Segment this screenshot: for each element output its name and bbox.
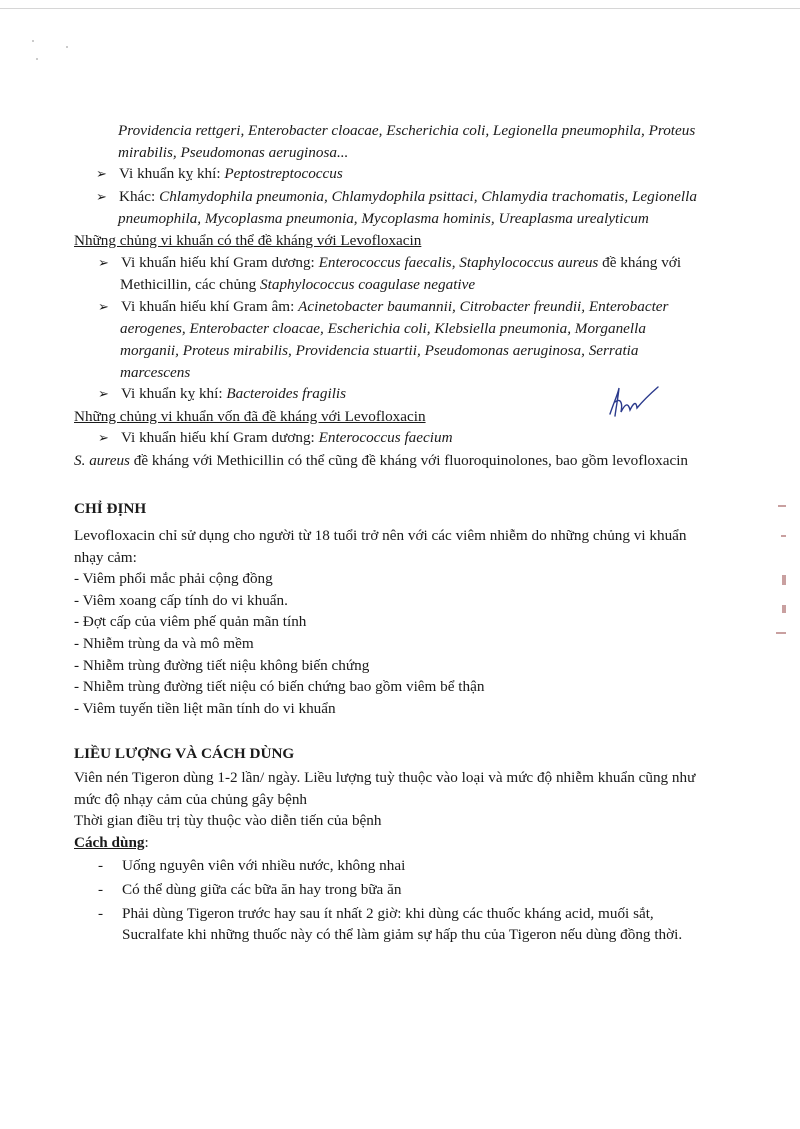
item-label: Vi khuẩn hiếu khí Gram âm: bbox=[121, 297, 299, 315]
item-label: Vi khuẩn kỵ khí: bbox=[121, 385, 227, 403]
item-text: Uống nguyên viên với nhiều nước, không nhai bbox=[122, 857, 406, 875]
note-text: đề kháng với Methicillin có thể cũng đề kháng với fluoroquinolones, bao gồm levofloxacin bbox=[129, 451, 689, 469]
list-item bbox=[74, 855, 728, 877]
section-title-resistant: Những chủng vi khuẩn có thể đề kháng với Levofloxacin bbox=[74, 231, 422, 249]
species-text: Bacteroides fragilis bbox=[226, 385, 347, 403]
species-text: marcescens bbox=[120, 363, 191, 381]
scan-speck bbox=[32, 40, 34, 42]
usage-colon: : bbox=[144, 833, 149, 851]
list-item bbox=[74, 186, 728, 209]
arrow-bullet-icon: ➢ bbox=[96, 167, 107, 183]
species-text: Enterococcus faecium bbox=[318, 429, 453, 447]
item-label: Vi khuẩn hiếu khí Gram dương: bbox=[121, 429, 319, 447]
list-item-continuation bbox=[74, 924, 728, 946]
species-text: Providencia rettgeri, Enterobacter cloacae, Escherichia coli, Legionella pneumophila, Proteus bbox=[118, 122, 696, 139]
arrow-bullet-icon: ➢ bbox=[98, 387, 109, 403]
paragraph: nhạy cảm: bbox=[74, 548, 137, 566]
item-text: Sucralfate khi những thuốc này có thể làm giảm sự hấp thu của Tigeron nếu dùng đồng thời. bbox=[122, 926, 683, 944]
margin-mark bbox=[778, 505, 786, 507]
usage-title-text: Cách dùng bbox=[74, 833, 145, 851]
list-item bbox=[74, 252, 728, 275]
intro-species-block bbox=[74, 120, 728, 163]
species-text: S. aureus bbox=[74, 451, 130, 469]
list-item: - Viêm phổi mắc phải cộng đồng bbox=[74, 570, 273, 588]
paragraph: Viên nén Tigeron dùng 1-2 lần/ ngày. Liều lượng tuỳ thuộc vào loại và mức độ nhiễm khuẩn cũng như bbox=[74, 769, 696, 787]
species-text: aerogenes, Enterobacter cloacae, Escherichia coli, Klebsiella pneumonia, Morganella bbox=[120, 320, 646, 338]
paragraph: Levofloxacin chỉ sử dụng cho người từ 18 tuổi trở nên với các viêm nhiễm do những chủng vi khuẩn bbox=[74, 527, 687, 545]
arrow-bullet-icon: ➢ bbox=[98, 255, 109, 271]
heading-dosage: LIỀU LƯỢNG VÀ CÁCH DÙNG bbox=[74, 745, 295, 763]
species-text: morganii, Proteus mirabilis, Providencia stuartii, Pseudomonas aeruginosa, Serratia bbox=[120, 341, 639, 359]
species-text: Chlamydophila pneumonia, Chlamydophila psittaci, Chlamydia trachomatis, Legionella bbox=[159, 187, 697, 205]
paragraph: mức độ nhạy cảm của chủng gây bệnh bbox=[74, 790, 308, 808]
list-item bbox=[74, 296, 728, 319]
scan-top-line bbox=[0, 8, 800, 9]
item-text: Có thể dùng giữa các bữa ăn hay trong bữa ăn bbox=[122, 881, 402, 898]
list-item: - Nhiễm trùng da và mô mềm bbox=[74, 635, 254, 653]
heading-indications: CHỈ ĐỊNH bbox=[74, 499, 147, 517]
species-text: Acinetobacter baumannii, Citrobacter freundii, Enterobacter bbox=[298, 297, 669, 315]
list-item: - Nhiễm trùng đường tiết niệu không biến chứng bbox=[74, 656, 370, 674]
section-title-inherent: Những chủng vi khuẩn vốn đã đề kháng với Levofloxacin bbox=[74, 407, 426, 425]
species-text: mirabilis, Pseudomonas aeruginosa... bbox=[118, 143, 349, 161]
list-item: - Viêm xoang cấp tính do vi khuẩn. bbox=[74, 591, 288, 609]
indications-list bbox=[74, 568, 728, 719]
list-item: - Nhiễm trùng đường tiết niệu có biến chứng bao gồm viêm bể thận bbox=[74, 678, 485, 696]
item-label: Vi khuẩn kỵ khí: bbox=[119, 165, 225, 183]
arrow-bullet-icon: ➢ bbox=[98, 431, 109, 447]
list-item bbox=[74, 383, 728, 406]
list-item bbox=[74, 427, 728, 450]
margin-mark bbox=[782, 605, 786, 613]
item-text: Methicillin, các chủng bbox=[120, 276, 261, 294]
species-text: Staphylococcus coagulase negative bbox=[260, 276, 476, 294]
list-item: - Viêm tuyến tiền liệt mãn tính do vi khuẩn bbox=[74, 699, 336, 717]
list-item bbox=[74, 879, 728, 901]
species-text: Enterococcus faecalis, Staphylococcus aureus bbox=[318, 253, 599, 271]
scan-speck bbox=[66, 46, 68, 48]
scan-speck bbox=[36, 58, 38, 60]
margin-mark bbox=[776, 632, 786, 634]
item-label: Khác: bbox=[119, 187, 160, 205]
paragraph: Thời gian điều trị tùy thuộc vào diễn tiến của bệnh bbox=[74, 812, 382, 830]
list-item bbox=[74, 903, 728, 925]
species-text: pneumophila, Mycoplasma pneumonia, Mycoplasma hominis, Ureaplasma urealyticum bbox=[118, 210, 649, 228]
margin-mark bbox=[782, 575, 786, 585]
dash-bullet: - bbox=[98, 881, 104, 898]
document-body bbox=[74, 120, 728, 946]
dash-bullet: - bbox=[98, 857, 104, 875]
item-text: Phải dùng Tigeron trước hay sau ít nhất 2 giờ: khi dùng các thuốc kháng acid, muối sắt, bbox=[122, 904, 654, 922]
margin-mark bbox=[781, 535, 786, 537]
usage-title bbox=[74, 832, 728, 854]
item-label: Vi khuẩn hiếu khí Gram dương: bbox=[121, 253, 319, 271]
list-item bbox=[74, 163, 728, 186]
item-text: đề kháng với bbox=[598, 253, 682, 271]
species-text: Peptostreptococcus bbox=[224, 165, 343, 183]
list-item-continuation bbox=[74, 274, 728, 296]
arrow-bullet-icon: ➢ bbox=[96, 189, 107, 205]
arrow-bullet-icon: ➢ bbox=[98, 299, 109, 315]
note-paragraph bbox=[74, 450, 728, 472]
dash-bullet: - bbox=[98, 904, 104, 922]
list-item: - Đợt cấp của viêm phế quản mãn tính bbox=[74, 613, 307, 631]
